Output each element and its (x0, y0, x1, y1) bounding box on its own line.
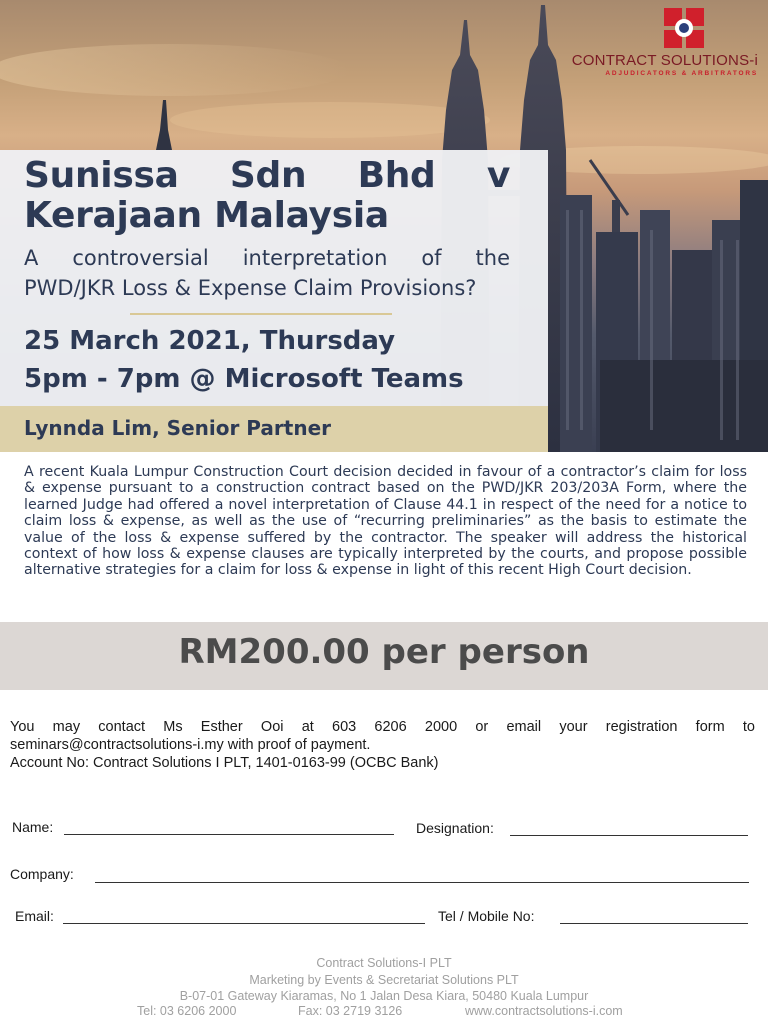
contact-line1: You may contact Ms Esther Ooi at 603 6206 2000 or email your registration form to (10, 719, 755, 735)
footer-address: B-07-01 Gateway Kiaramas, No 1 Jalan Desa Kiara, 50480 Kuala Lumpur (179, 989, 589, 1003)
email-label: Email: (15, 908, 54, 924)
company-field[interactable] (95, 882, 749, 883)
logo-company-name: CONTRACT SOLUTIONS-i (571, 52, 758, 69)
event-title (24, 156, 510, 236)
footer-tel: Tel: 03 6206 2000 (137, 1004, 237, 1018)
designation-field[interactable] (510, 835, 748, 836)
tel-field[interactable] (560, 923, 748, 924)
divider (130, 313, 392, 315)
price: RM200.00 per person (178, 632, 590, 672)
footer (0, 955, 768, 1005)
company-logo (558, 8, 758, 78)
name-label: Name: (12, 819, 54, 835)
footer-company: Contract Solutions-I PLT (316, 956, 452, 970)
footer-fax: Fax: 03 2719 3126 (298, 1004, 403, 1018)
event-subtitle (24, 243, 510, 303)
logo-mark-icon (664, 8, 704, 48)
event-description: A recent Kuala Lumpur Construction Court decision decided in favour of a contractor’s claim for loss & expense pursuant to a construction contract based on the PWD/JKR 203/203A Form, where the learned Judge had offered a novel interpretation of Clause 44.1 in respect of the need for a notice to claim loss & expense, as well as the use of “recurring preliminaries” as the basis to estimate the value of the loss & expense suffered by the contractor. The speaker will address the historical context of how loss & expense clauses are typically interpreted by the courts, and propose possible alternative strategies for a claim for loss & expense in light of this recent High Court decision. (24, 464, 747, 579)
contact-line2: seminars@contractsolutions-i.my with proof of payment. (10, 737, 371, 753)
event-subtitle-line2: PWD/JKR Loss & Expense Claim Provisions? (24, 276, 477, 300)
event-title-line2: Kerajaan Malaysia (24, 195, 389, 236)
event-time-venue: 5pm - 7pm @ Microsoft Teams (24, 364, 464, 394)
contact-info (10, 718, 755, 772)
event-date: 25 March 2021, Thursday (24, 326, 396, 356)
footer-website-link[interactable]: www.contractsolutions-i.com (465, 1004, 623, 1018)
event-title-line1: Sunissa Sdn Bhd v (24, 155, 510, 196)
company-label: Company: (10, 866, 74, 882)
email-field[interactable] (63, 923, 425, 924)
speaker-name: Lynnda Lim, Senior Partner (24, 416, 332, 440)
account-info: Account No: Contract Solutions I PLT, 1401-0163-99 (OCBC Bank) (10, 755, 439, 771)
designation-label: Designation: (416, 820, 494, 836)
event-subtitle-line1: A controversial interpretation of the (24, 246, 510, 270)
footer-marketing: Marketing by Events & Secretariat Solutions PLT (249, 972, 519, 987)
logo-tagline: ADJUDICATORS & ARBITRATORS (605, 70, 758, 77)
tel-label: Tel / Mobile No: (438, 908, 535, 924)
name-field[interactable] (64, 834, 394, 835)
